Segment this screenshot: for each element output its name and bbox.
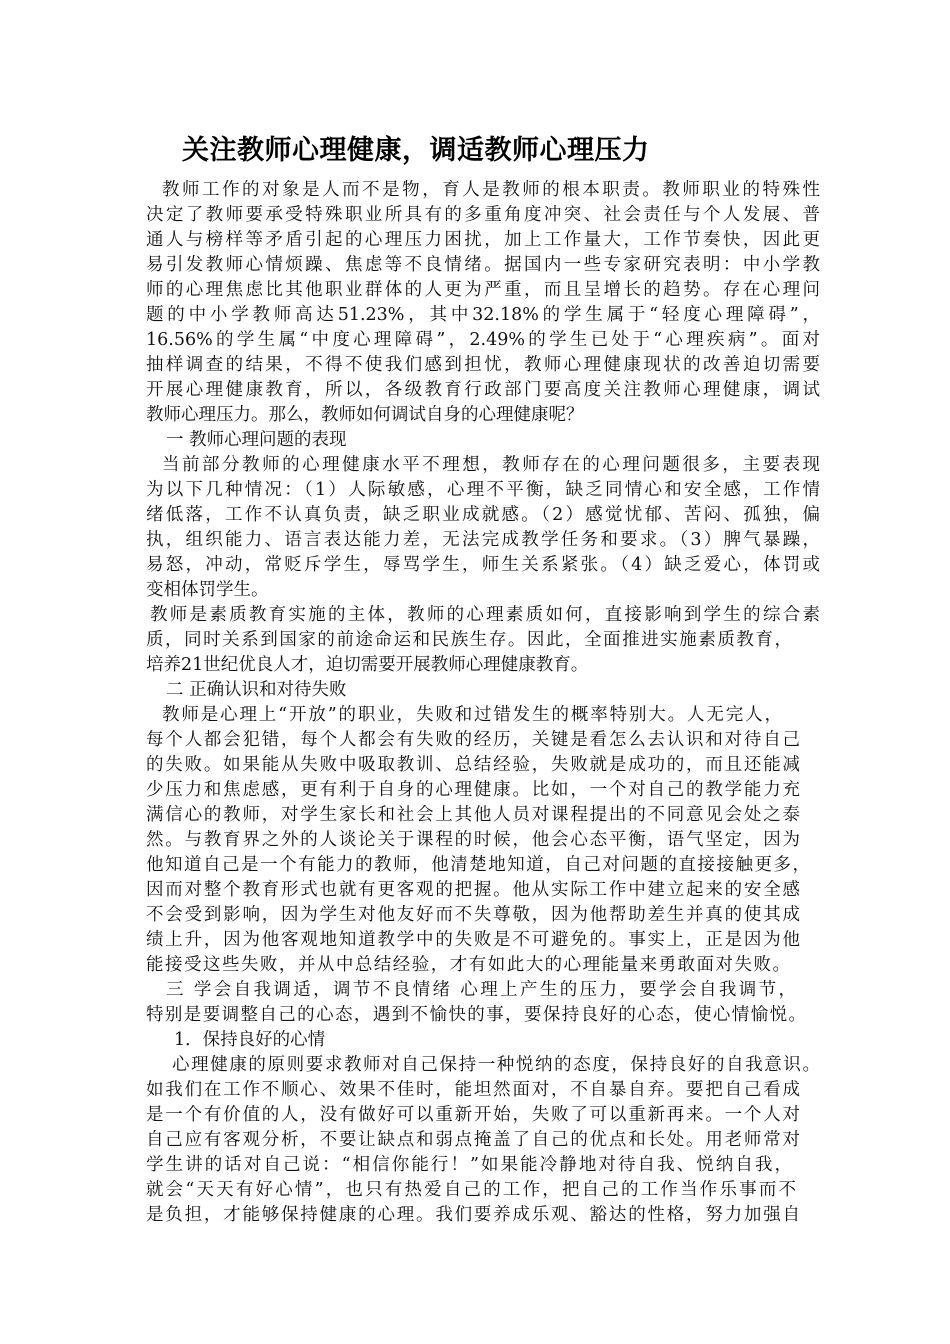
paragraph-line: 因而对整个教育形式也就有更客观的把握。他从实际工作中建立起来的安全感 xyxy=(146,880,800,900)
paragraph-line: 教师心理压力。那么，教师如何调试自身的心理健康呢？ xyxy=(146,405,584,425)
paragraph-line: 是一个有价值的人，没有做好可以重新开始，失败了可以重新再来。一个人对 xyxy=(146,1105,800,1125)
paragraph-line: 能接受这些失败，并从中总结经验，才有如此大的心理能量来勇敢面对失败。 xyxy=(146,955,790,975)
section-heading: 三 学会自我调适，调节不良情绪 心理上产生的压力，要学会自我调节， xyxy=(166,980,796,1000)
paragraph-line: 16.56%的学生属“中度心理障碍”，2.49%的学生已处于“心理疾病”。面对 xyxy=(146,330,820,350)
paragraph-line: 就会“天天有好心情”，也只有热爱自己的工作，把自己的工作当作乐事而不 xyxy=(146,1180,796,1200)
paragraph-line: 决定了教师要承受特殊职业所具有的多重角度冲突、社会责任与个人发展、普 xyxy=(146,205,820,225)
paragraph-line: 每个人都会犯错，每个人都会有失败的经历，关键是看怎么去认识和对待自己 xyxy=(146,730,800,750)
paragraph-line: 通人与榜样等矛盾引起的心理压力困扰，加上工作量大，工作节奏快，因此更 xyxy=(146,230,820,250)
paragraph-line: 他知道自己是一个有能力的教师，他清楚地知道，自己对问题的直接接触更多， xyxy=(146,855,810,875)
section-heading: 一 教师心理问题的表现 xyxy=(166,430,347,450)
paragraph-line: 然。与教育界之外的人谈论关于课程的时候，他会心态平衡，语气坚定，因为 xyxy=(146,830,800,850)
paragraph-line: 当前部分教师的心理健康水平不理想，教师存在的心理问题很多，主要表现 xyxy=(162,455,820,475)
paragraph-line: 易怒，冲动，常贬斥学生，辱骂学生，师生关系紧张。（4）缺乏爱心，体罚或 xyxy=(146,555,820,575)
paragraph-line: 学生讲的话对自己说：“相信你能行！”如果能冷静地对待自我、悦纳自我， xyxy=(146,1155,792,1175)
paragraph-line: 的失败。如果能从失败中吸取教训、总结经验，失败就是成功的，而且还能减 xyxy=(146,755,800,775)
paragraph-line: 自己应有客观分析，不要让缺点和弱点掩盖了自己的优点和长处。用老师常对 xyxy=(146,1130,800,1150)
section-heading: 二 正确认识和对待失败 xyxy=(166,680,347,700)
paragraph-line: 绩上升，因为他客观地知道教学中的失败是不可避免的。事实上，正是因为他 xyxy=(146,930,800,950)
paragraph-line: 特别是要调整自己的心态，遇到不愉快的事，要保持良好的心态，使心情愉悦。 xyxy=(146,1005,806,1025)
paragraph-line: 教师是心理上“开放”的职业，失败和过错发生的概率特别大。人无完人， xyxy=(162,705,782,725)
paragraph-line: 如我们在工作不顺心、效果不佳时，能坦然面对，不自暴自弃。要把自己看成 xyxy=(146,1080,800,1100)
paragraph-line: 不会受到影响，因为学生对他友好而不失尊敬，因为他帮助差生并真的使其成 xyxy=(146,905,800,925)
paragraph-line: 质，同时关系到国家的前途命运和民族生存。因此，全面推进实施素质教育， xyxy=(146,630,792,650)
paragraph-line: 抽样调查的结果，不得不使我们感到担忧，教师心理健康现状的改善迫切需要 xyxy=(146,355,820,375)
paragraph-line: 执，组织能力、语言表达能力差，无法完成教学任务和要求。（3）脾气暴躁， xyxy=(146,530,820,550)
paragraph-line: 变相体罚学生。 xyxy=(146,580,269,600)
paragraph-line: 少压力和焦虑感，更有利于自身的心理健康。比如，一个对自己的教学能力充 xyxy=(146,780,800,800)
paragraph-line: 绪低落，工作不认真负责，缺乏职业成就感。（2）感觉忧郁、苦闷、孤独，偏 xyxy=(146,505,820,525)
paragraph-line: 题的中小学教师高达51.23%，其中32.18%的学生属于“轻度心理障碍”， xyxy=(146,305,820,325)
paragraph-line: 开展心理健康教育，所以，各级教育行政部门要高度关注教师心理健康，调试 xyxy=(146,380,820,400)
paragraph-line: 师的心理焦虑比其他职业群体的人更为严重，而且呈增长的趋势。存在心理问 xyxy=(146,280,820,300)
page-title: 关注教师心理健康，调适教师心理压力 xyxy=(182,135,650,166)
subsection-heading: 1．保持良好的心情 xyxy=(174,1030,326,1050)
paragraph-line: 是负担，才能够保持健康的心理。我们要养成乐观、豁达的性格，努力加强自 xyxy=(146,1205,800,1225)
paragraph-line: 易引发教师心情烦躁、焦虑等不良情绪。据国内一些专家研究表明：中小学教 xyxy=(146,255,820,275)
paragraph-line: 为以下几种情况：（1）人际敏感，心理不平衡，缺乏同情心和安全感，工作情 xyxy=(146,480,820,500)
paragraph-line: 满信心的教师，对学生家长和社会上其他人员对课程提出的不同意见会处之泰 xyxy=(146,805,800,825)
paragraph-line: 教师工作的对象是人而不是物，育人是教师的根本职责。教师职业的特殊性 xyxy=(162,180,820,200)
paragraph-line: 心理健康的原则要求教师对自己保持一种悦纳的态度，保持良好的自我意识。 xyxy=(172,1055,820,1075)
paragraph-line: 教师是素质教育实施的主体，教师的心理素质如何，直接影响到学生的综合素 xyxy=(150,605,820,625)
paragraph-line: 培养21世纪优良人才，迫切需要开展教师心理健康教育。 xyxy=(146,655,589,675)
